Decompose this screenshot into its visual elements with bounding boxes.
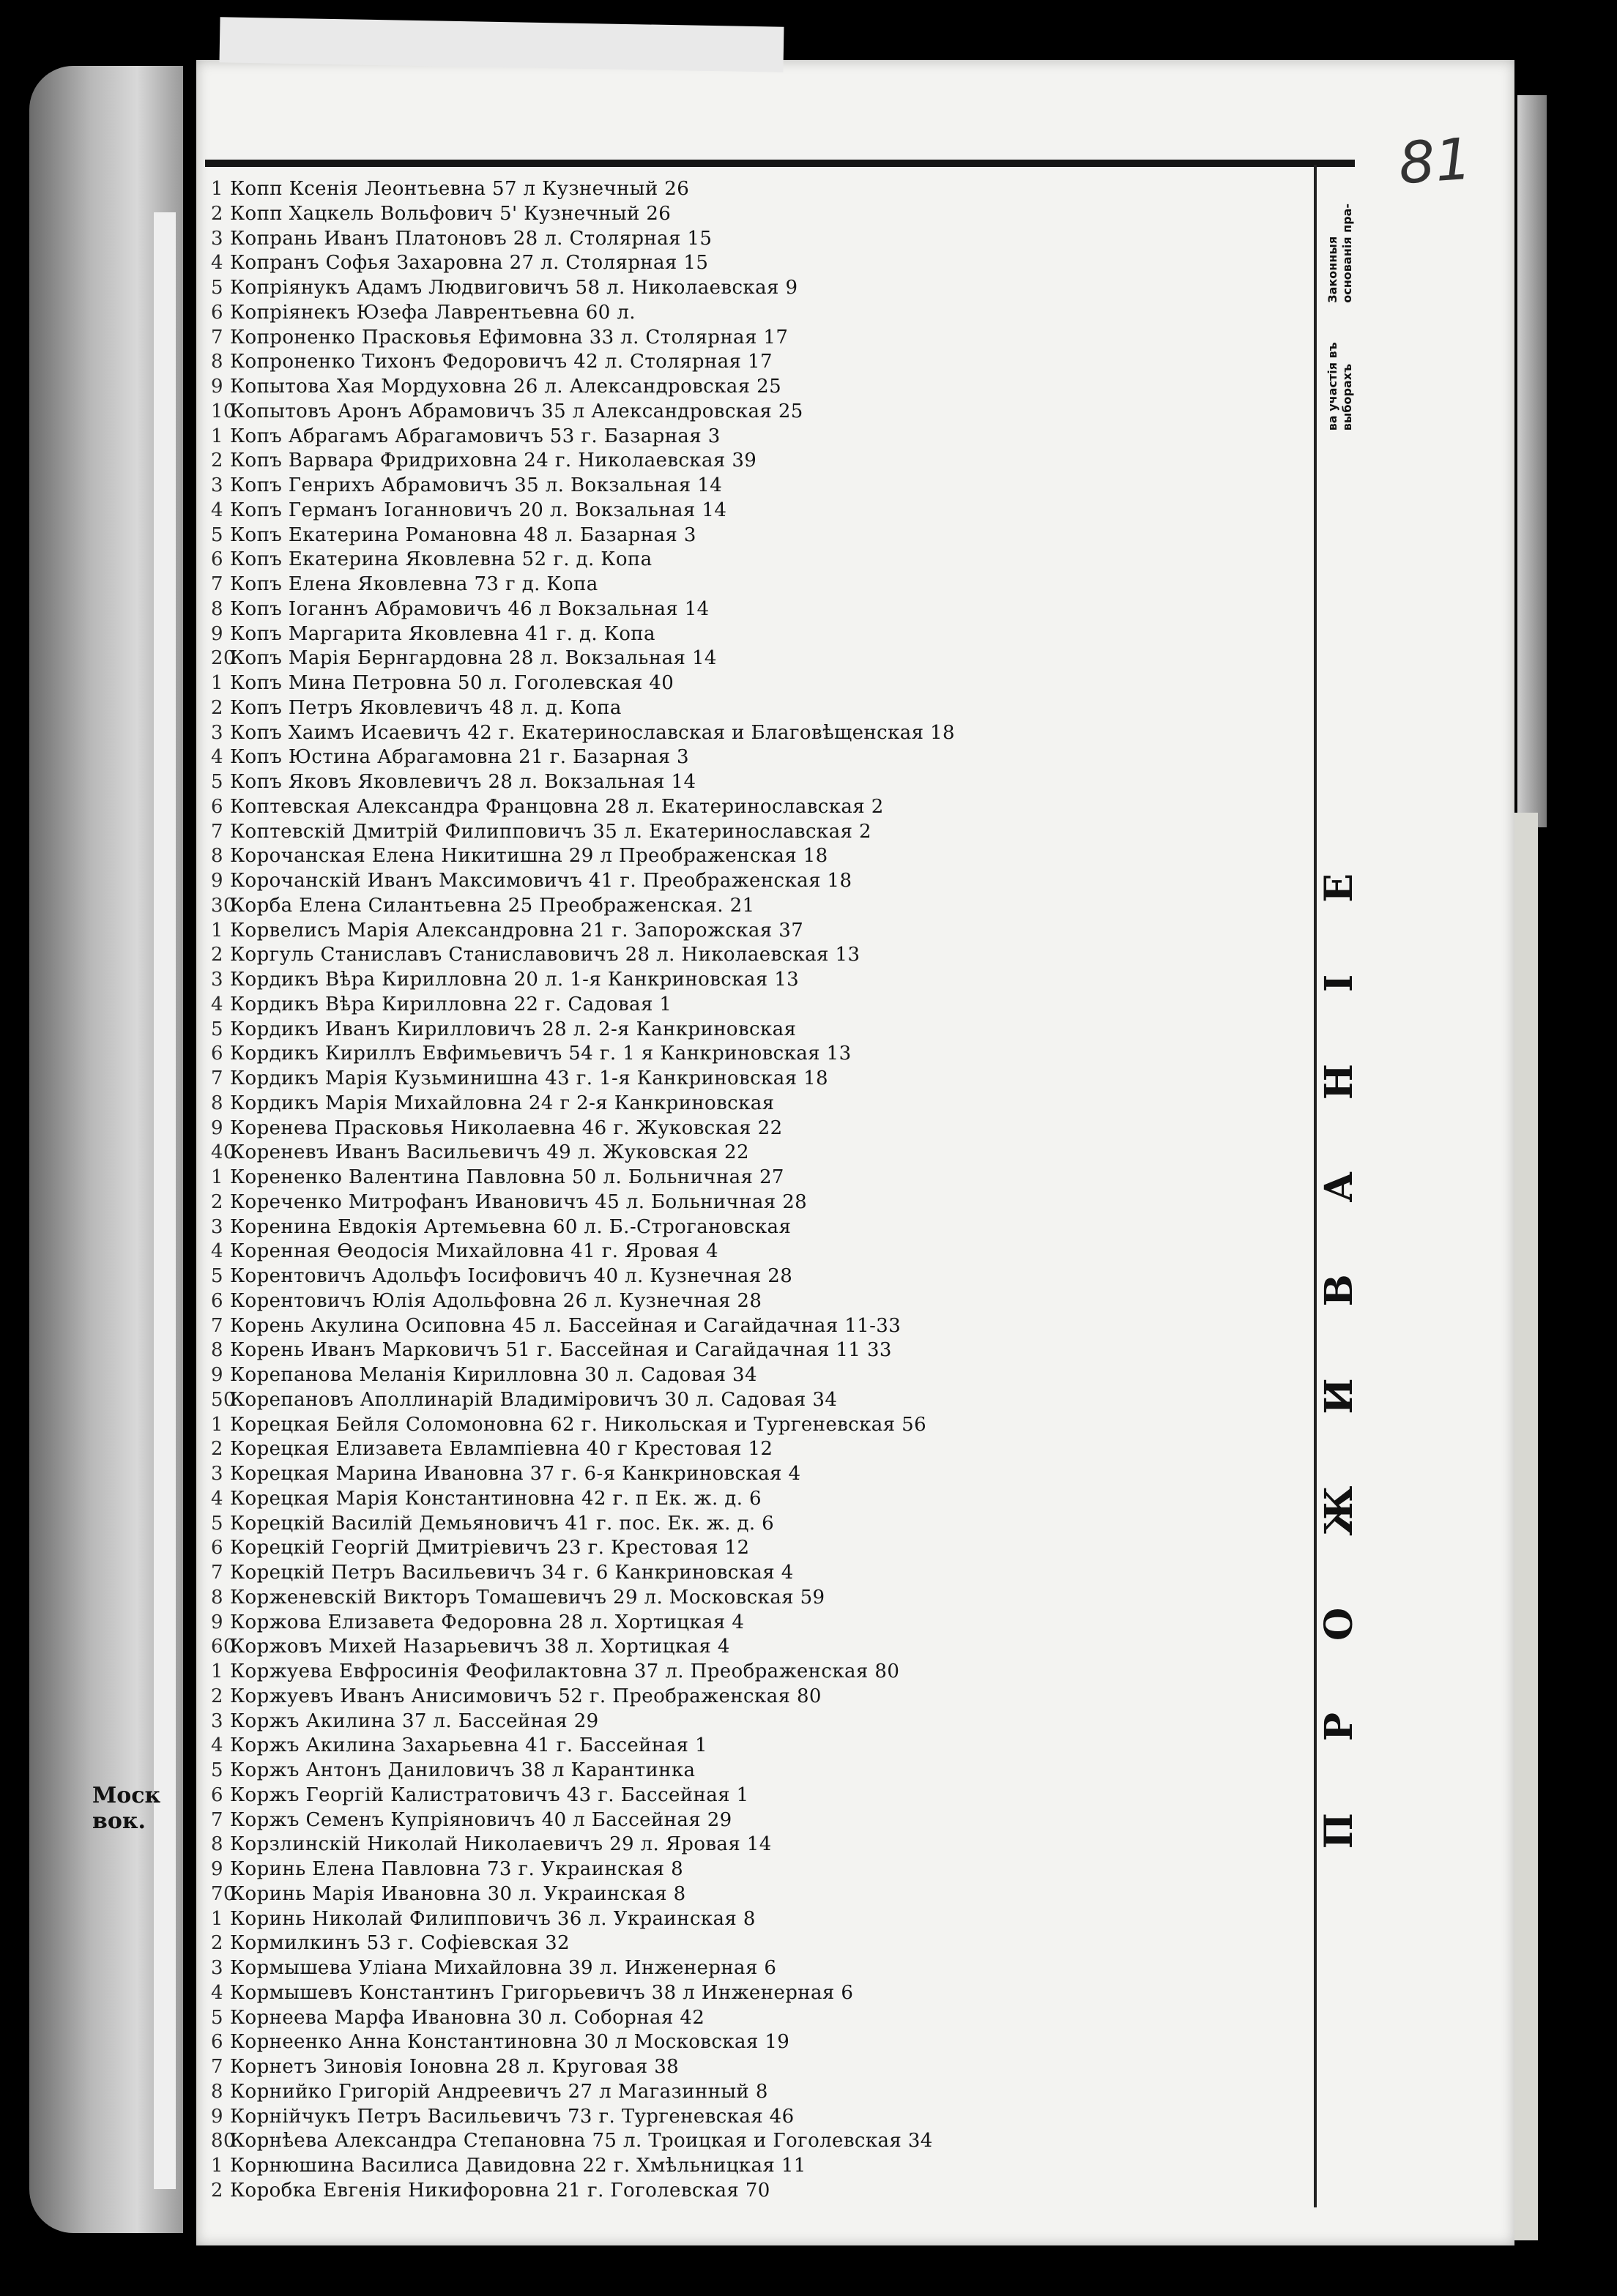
entry-text: Копранъ Софья Захаровна 27 л. Столярная 15 xyxy=(230,252,709,275)
list-item xyxy=(211,251,1302,276)
side-note-line: ва участія въ выборахъ xyxy=(1326,342,1354,430)
entry-number: 2 xyxy=(211,202,223,225)
list-item xyxy=(211,548,1302,573)
list-item xyxy=(211,301,1302,326)
entry-text: Корецкая Марія Константиновна 42 г. п Ек. ж. д. 6 xyxy=(230,1487,762,1510)
entry-number: 1 xyxy=(211,425,223,447)
entry-number: 1 xyxy=(211,919,223,942)
voting-rights-column-header xyxy=(1320,167,1361,430)
entry-number: 5 xyxy=(211,771,223,793)
entry-text: Корзлинскій Николай Николаевичъ 29 л. Яровая 14 xyxy=(230,1833,772,1856)
list-item xyxy=(211,1413,1302,1438)
list-item xyxy=(211,350,1302,375)
entry-number: 9 xyxy=(211,1117,223,1139)
entry-text: Копъ Мина Петровна 50 л. Гоголевская 40 xyxy=(230,672,674,694)
header-rule xyxy=(205,160,1355,167)
list-item xyxy=(211,1833,1302,1857)
list-item xyxy=(211,1685,1302,1710)
entry-number: 3 xyxy=(211,474,223,496)
entry-number: 9 xyxy=(211,1364,223,1386)
section-heading xyxy=(1295,637,1383,2013)
entry-text: Корвелисъ Марія Александровна 21 г. Запорожская 37 xyxy=(230,919,804,942)
list-item xyxy=(211,177,1302,202)
entry-text: Корочанскій Иванъ Максимовичъ 41 г. Преображенская 18 xyxy=(230,870,852,892)
entry-number: 7 xyxy=(211,326,223,348)
entry-number: 4 xyxy=(211,746,223,769)
entry-text: Кордикъ Марія Кузьминишна 43 г. 1-я Канкриновская 18 xyxy=(230,1067,828,1089)
entry-number: 2 xyxy=(211,2179,223,2202)
list-item xyxy=(211,745,1302,770)
entry-number: 7 xyxy=(211,573,223,595)
entry-number: 5 xyxy=(211,523,223,546)
entry-text: Корепанова Меланія Кирилловна 30 л. Садовая 34 xyxy=(230,1364,757,1386)
book-edge xyxy=(1517,95,1547,827)
entry-number: 7 xyxy=(211,2056,223,2078)
entry-number: 3 xyxy=(211,969,223,991)
entry-text: Коробка Евгенія Никифоровна 21 г. Гоголевская 70 xyxy=(230,2179,770,2202)
entry-text: Копрань Иванъ Платоновъ 28 л. Столярная 15 xyxy=(230,227,713,250)
entry-number: 5 xyxy=(211,1512,223,1535)
list-item xyxy=(211,1931,1302,1956)
entry-number: 1 xyxy=(211,1907,223,1930)
entry-text: Коргуль Станиславъ Станиславовичъ 28 л. Николаевская 13 xyxy=(230,944,860,966)
list-item xyxy=(211,425,1302,450)
entry-text: Корентовичъ Юлія Адольфовна 26 л. Кузнечная 28 xyxy=(230,1289,762,1312)
entry-text: Кореневъ Иванъ Васильевичъ 49 л. Жуковская 22 xyxy=(230,1141,749,1164)
entry-number: 1 xyxy=(211,1660,223,1682)
list-item xyxy=(211,1783,1302,1808)
list-item xyxy=(211,622,1302,647)
list-item xyxy=(211,597,1302,622)
entry-number: 5 xyxy=(211,2006,223,2029)
entry-number: 2 xyxy=(211,696,223,719)
list-item xyxy=(211,671,1302,696)
entry-number: 7 xyxy=(211,1314,223,1337)
entry-text: Корецкая Бейля Соломоновна 62 г. Никольская и Тургеневская 56 xyxy=(230,1413,927,1436)
entry-text: Коржуева Евфросинія Феофилактовна 37 л. Преображенская 80 xyxy=(230,1660,900,1682)
entry-text: Копытовъ Аронъ Абрамовичъ 35 л Александровская 25 xyxy=(230,400,803,422)
entry-text: Копъ Хаимъ Исаевичъ 42 г. Екатеринославская и Благовѣщенская 18 xyxy=(230,721,955,744)
entry-text: Коржъ Семенъ Купріяновичъ 40 л Бассейная 29 xyxy=(230,1808,732,1831)
list-item xyxy=(211,1437,1302,1462)
entry-text: Копъ Варвара Фридриховна 24 г. Николаевская 39 xyxy=(230,450,757,472)
list-item xyxy=(211,1215,1302,1240)
entry-number: 4 xyxy=(211,1240,223,1263)
entry-number: 4 xyxy=(211,993,223,1015)
list-item xyxy=(211,474,1302,499)
previous-page-edge xyxy=(29,66,183,2233)
list-item xyxy=(211,844,1302,869)
list-item xyxy=(211,1388,1302,1413)
entry-text: Коржъ Георгій Калистратовичъ 43 г. Бассейная 1 xyxy=(230,1783,749,1806)
entry-text: Копъ Екатерина Яковлевна 52 г. д. Копа xyxy=(230,548,653,571)
entry-text: Коржъ Антонъ Даниловичъ 38 л Карантинка xyxy=(230,1759,696,1781)
entry-text: Кореченко Митрофанъ Ивановичъ 45 л. Больничная 28 xyxy=(230,1190,808,1213)
list-item xyxy=(211,1289,1302,1314)
list-item xyxy=(211,2080,1302,2105)
list-item xyxy=(211,202,1302,227)
entry-text: Корнийко Григорій Андреевичъ 27 л Магазинный 8 xyxy=(230,2080,768,2103)
entry-number: 9 xyxy=(211,1611,223,1633)
entry-text: Копроненко Прасковья Ефимовна 33 л. Столярная 17 xyxy=(230,326,789,348)
list-item xyxy=(211,1759,1302,1783)
list-item xyxy=(211,326,1302,351)
entry-number: 3 xyxy=(211,1463,223,1485)
list-item xyxy=(211,449,1302,474)
entry-number: 6 xyxy=(211,301,223,324)
entry-text: Корецкая Елизавета Евлампіевна 40 г Крестовая 12 xyxy=(230,1438,773,1461)
list-item xyxy=(211,1462,1302,1487)
entry-number: 30 xyxy=(211,894,236,917)
entry-text: Корецкій Георгій Дмитріевичъ 23 г. Крестовая 12 xyxy=(230,1537,750,1559)
entry-number: 70 xyxy=(211,1882,236,1905)
entry-text: Коринь Елена Павловна 73 г. Украинская 8 xyxy=(230,1858,684,1880)
entry-text: Коржова Елизавета Федоровна 28 л. Хортицкая 4 xyxy=(230,1611,745,1633)
entry-number: 6 xyxy=(211,1043,223,1065)
entry-number: 8 xyxy=(211,597,223,620)
previous-page-fragment: Моск вок. xyxy=(92,1783,161,1834)
entry-text: Кордикъ Марія Михайловна 24 г 2-я Канкриновская xyxy=(230,1092,775,1114)
list-item xyxy=(211,2030,1302,2055)
entry-number: 1 xyxy=(211,178,223,200)
list-item xyxy=(211,2129,1302,2154)
entry-number: 8 xyxy=(211,1586,223,1609)
previous-page-margin xyxy=(154,212,176,2189)
entry-number: 3 xyxy=(211,1215,223,1238)
entry-number: 6 xyxy=(211,1783,223,1806)
entry-number: 5 xyxy=(211,1265,223,1287)
list-item xyxy=(211,375,1302,400)
entry-number: 2 xyxy=(211,450,223,472)
list-item xyxy=(211,2055,1302,2080)
page-number: 81 xyxy=(1396,126,1474,198)
list-item xyxy=(211,2179,1302,2204)
entry-number: 1 xyxy=(211,672,223,694)
list-item xyxy=(211,1981,1302,2006)
list-item xyxy=(211,869,1302,894)
entry-text: Коржовъ Михей Назарьевичъ 38 л. Хортицкая 4 xyxy=(230,1636,730,1658)
list-item xyxy=(211,1710,1302,1734)
entry-text: Копъ Германъ Іоганновичъ 20 л. Вокзальная 14 xyxy=(230,499,727,521)
entry-text: Копъ Абрагамъ Абрагамовичъ 53 г. Базарная 3 xyxy=(230,425,721,447)
entry-text: Корень Акулина Осиповна 45 л. Бассейная и Сагайдачная 11-33 xyxy=(230,1314,902,1337)
list-item xyxy=(211,1857,1302,1882)
list-item xyxy=(211,1338,1302,1363)
entry-text: Кордикъ Вѣра Кирилловна 22 г. Садовая 1 xyxy=(230,993,672,1015)
entry-text: Коренная Ѳеодосія Михайловна 41 г. Яровая 4 xyxy=(230,1240,718,1263)
entry-number: 5 xyxy=(211,277,223,299)
entry-number: 8 xyxy=(211,845,223,868)
entry-text: Корецкій Василій Демьяновичъ 41 г. пос. Ек. ж. д. 6 xyxy=(230,1512,775,1535)
entry-number: 3 xyxy=(211,1710,223,1732)
entry-number: 8 xyxy=(211,1092,223,1114)
entry-number: 8 xyxy=(211,1833,223,1856)
list-item xyxy=(211,573,1302,597)
entry-text: Кордикъ Вѣра Кирилловна 20 л. 1-я Канкриновская 13 xyxy=(230,969,800,991)
entry-text: Коринь Николай Филипповичъ 36 л. Украинская 8 xyxy=(230,1907,756,1930)
entry-text: Корнюшина Василиса Давидовна 22 г. Хмѣльницкая 11 xyxy=(230,2155,806,2177)
entry-number: 5 xyxy=(211,1759,223,1781)
entry-text: Кормилкинъ 53 г. Софіевская 32 xyxy=(230,1932,570,1955)
entry-text: Кордикъ Иванъ Кирилловичъ 28 л. 2-я Канкриновская xyxy=(230,1018,797,1040)
entry-number: 60 xyxy=(211,1636,236,1658)
entry-text: Копъ Маргарита Яковлевна 41 г. д. Копа xyxy=(230,622,655,645)
entry-number: 6 xyxy=(211,1289,223,1312)
list-item xyxy=(211,696,1302,721)
entry-number: 6 xyxy=(211,548,223,571)
entry-text: Коржъ Акилина Захарьевна 41 г. Бассейная 1 xyxy=(230,1734,707,1757)
entry-text: Копъ Генрихъ Абрамовичъ 35 л. Вокзальная 14 xyxy=(230,474,723,496)
entry-number: 4 xyxy=(211,1487,223,1510)
entry-text: Копъ Марія Бернгардовна 28 л. Вокзальная 14 xyxy=(230,647,717,670)
list-item xyxy=(211,894,1302,919)
list-item xyxy=(211,227,1302,252)
entry-number: 1 xyxy=(211,1413,223,1436)
list-item xyxy=(211,400,1302,425)
list-item xyxy=(211,820,1302,845)
entry-number: 1 xyxy=(211,1166,223,1188)
entry-number: 2 xyxy=(211,1932,223,1955)
list-item xyxy=(211,721,1302,746)
entry-number: 9 xyxy=(211,376,223,398)
entry-text: Копытова Хая Мордуховна 26 л. Александровская 25 xyxy=(230,376,782,398)
entry-text: Кормышевъ Константинъ Григорьевичъ 38 л Инженерная 6 xyxy=(230,1981,854,2004)
list-item xyxy=(211,1808,1302,1833)
entry-text: Корочанская Елена Никитишна 29 л Преображенская 18 xyxy=(230,845,828,868)
entry-text: Копріянукъ Адамъ Людвиговичъ 58 л. Николаевская 9 xyxy=(230,277,798,299)
voter-list xyxy=(211,177,1302,2204)
list-item xyxy=(211,1314,1302,1339)
entry-number: 9 xyxy=(211,2105,223,2128)
entry-text: Копъ Іоганнъ Абрамовичъ 46 л Вокзальная 14 xyxy=(230,597,710,620)
list-item xyxy=(211,1092,1302,1117)
entry-text: Копъ Петръ Яковлевичъ 48 л. д. Копа xyxy=(230,696,622,719)
entry-text: Коптевскій Дмитрій Филипповичъ 35 л. Екатеринославская 2 xyxy=(230,820,871,843)
list-item xyxy=(211,1586,1302,1611)
entry-number: 4 xyxy=(211,499,223,521)
entry-text: Корнеенко Анна Константиновна 30 л Московская 19 xyxy=(230,2031,790,2054)
entry-number: 7 xyxy=(211,820,223,843)
entry-text: Корнеева Марфа Ивановна 30 л. Соборная 42 xyxy=(230,2006,705,2029)
entry-text: Коренина Евдокія Артемьевна 60 л. Б.-Строгановская xyxy=(230,1215,792,1238)
list-item xyxy=(211,1264,1302,1289)
list-item xyxy=(211,1536,1302,1561)
entry-number: 5 xyxy=(211,1018,223,1040)
list-item xyxy=(211,1734,1302,1759)
entry-text: Коринь Марія Ивановна 30 л. Украинская 8 xyxy=(230,1882,686,1905)
entry-text: Корецкій Петръ Васильевичъ 34 г. 6 Канкриновская 4 xyxy=(230,1562,794,1584)
list-item xyxy=(211,1611,1302,1636)
entry-number: 9 xyxy=(211,622,223,645)
entry-text: Корнійчукъ Петръ Васильевичъ 73 г. Тургеневская 46 xyxy=(230,2105,795,2128)
list-item xyxy=(211,795,1302,820)
entry-text: Корба Елена Силантьевна 25 Преображенская. 21 xyxy=(230,894,755,917)
entry-text: Корентовичъ Адольфъ Іосифовичъ 40 л. Кузнечная 28 xyxy=(230,1265,793,1287)
entry-number: 40 xyxy=(211,1141,236,1164)
entry-text: Коржуевъ Иванъ Анисимовичъ 52 г. Преображенская 80 xyxy=(230,1685,822,1707)
list-item xyxy=(211,1561,1302,1586)
entry-number: 8 xyxy=(211,1339,223,1362)
entry-number: 4 xyxy=(211,1734,223,1757)
entry-text: Корнетъ Зиновія Іоновна 28 л. Круговая 38 xyxy=(230,2056,680,2078)
list-item xyxy=(211,1166,1302,1190)
entry-text: Корженевскій Викторъ Томашевичъ 29 л. Московская 59 xyxy=(230,1586,825,1609)
list-item xyxy=(211,1240,1302,1264)
entry-text: Коржъ Акилина 37 л. Бассейная 29 xyxy=(230,1710,599,1732)
list-item xyxy=(211,1190,1302,1215)
entry-text: Кормышева Уліана Михайловна 39 л. Инженерная 6 xyxy=(230,1957,777,1979)
list-item xyxy=(211,1882,1302,1907)
list-item xyxy=(211,2154,1302,2179)
entry-number: 6 xyxy=(211,2031,223,2054)
list-item xyxy=(211,943,1302,968)
entry-number: 4 xyxy=(211,252,223,275)
list-item xyxy=(211,2006,1302,2031)
list-item xyxy=(211,1042,1302,1067)
entry-number: 10 xyxy=(211,400,236,422)
list-item xyxy=(211,770,1302,795)
entry-text: Корецкая Марина Ивановна 37 г. 6-я Канкриновская 4 xyxy=(230,1463,801,1485)
side-note-line: Законныя основанія пра- xyxy=(1326,203,1354,303)
list-item xyxy=(211,1956,1302,1981)
entry-text: Копп Хацкель Вольфович 5' Кузнечный 26 xyxy=(230,202,672,225)
entry-text: Копъ Яковъ Яковлевичъ 28 л. Вокзальная 14 xyxy=(230,771,696,793)
list-item xyxy=(211,919,1302,944)
list-item xyxy=(211,1907,1302,1932)
entry-text: Коренева Прасковья Николаевна 46 г. Жуковская 22 xyxy=(230,1117,783,1139)
entry-number: 7 xyxy=(211,1562,223,1584)
entry-number: 7 xyxy=(211,1808,223,1831)
entry-number: 20 xyxy=(211,647,236,670)
entry-number: 8 xyxy=(211,2080,223,2103)
entry-text: Копъ Елена Яковлевна 73 г д. Копа xyxy=(230,573,598,595)
list-item xyxy=(211,993,1302,1018)
entry-number: 1 xyxy=(211,2155,223,2177)
list-item xyxy=(211,1018,1302,1043)
residence-heading: ПРОЖИВАНІЕ xyxy=(1316,801,1361,1849)
entry-number: 3 xyxy=(211,721,223,744)
entry-text: Коптевская Александра Францовна 28 л. Екатеринославская 2 xyxy=(230,795,884,818)
entry-number: 3 xyxy=(211,1957,223,1979)
list-item xyxy=(211,1487,1302,1512)
list-item xyxy=(211,646,1302,671)
entry-text: Копп Ксенія Леонтьевна 57 л Кузнечный 26 xyxy=(230,178,690,200)
entry-number: 50 xyxy=(211,1388,236,1411)
entry-text: Копріянекъ Юзефа Лаврентьевна 60 л. xyxy=(230,301,636,324)
entry-number: 6 xyxy=(211,1537,223,1559)
list-item xyxy=(211,968,1302,993)
entry-number: 8 xyxy=(211,351,223,373)
entry-text: Копроненко Тихонъ Федоровичъ 42 л. Столярная 17 xyxy=(230,351,773,373)
entry-number: 2 xyxy=(211,1685,223,1707)
entry-text: Копъ Екатерина Романовна 48 л. Базарная 3 xyxy=(230,523,696,546)
list-item xyxy=(211,1141,1302,1166)
list-item xyxy=(211,1660,1302,1685)
entry-text: Копъ Юстина Абрагамовна 21 г. Базарная 3 xyxy=(230,746,689,769)
entry-number: 9 xyxy=(211,870,223,892)
entry-number: 2 xyxy=(211,944,223,966)
entry-number: 2 xyxy=(211,1190,223,1213)
entry-number: 7 xyxy=(211,1067,223,1089)
entry-number: 4 xyxy=(211,1981,223,2004)
entry-number: 6 xyxy=(211,795,223,818)
entry-number: 2 xyxy=(211,1438,223,1461)
list-item xyxy=(211,499,1302,523)
list-item xyxy=(211,523,1302,548)
list-item xyxy=(211,2105,1302,2130)
list-item xyxy=(211,1067,1302,1092)
entry-text: Корень Иванъ Марковичъ 51 г. Бассейная и Сагайдачная 11 33 xyxy=(230,1339,892,1362)
entry-number: 9 xyxy=(211,1858,223,1880)
list-item xyxy=(211,1635,1302,1660)
list-item xyxy=(211,276,1302,301)
list-item xyxy=(211,1512,1302,1537)
entry-text: Корепановъ Аполлинарій Владиміровичъ 30 л. Садовая 34 xyxy=(230,1388,838,1411)
entry-number: 3 xyxy=(211,227,223,250)
entry-text: Корнѣева Александра Степановна 75 л. Троицкая и Гоголевская 34 xyxy=(230,2130,933,2152)
entry-text: Корененко Валентина Павловна 50 л. Больничная 27 xyxy=(230,1166,784,1188)
list-item xyxy=(211,1117,1302,1141)
list-item xyxy=(211,1363,1302,1388)
entry-text: Кордикъ Кириллъ Евфимьевичъ 54 г. 1 я Канкриновская 13 xyxy=(230,1043,852,1065)
entry-number: 80 xyxy=(211,2130,236,2152)
